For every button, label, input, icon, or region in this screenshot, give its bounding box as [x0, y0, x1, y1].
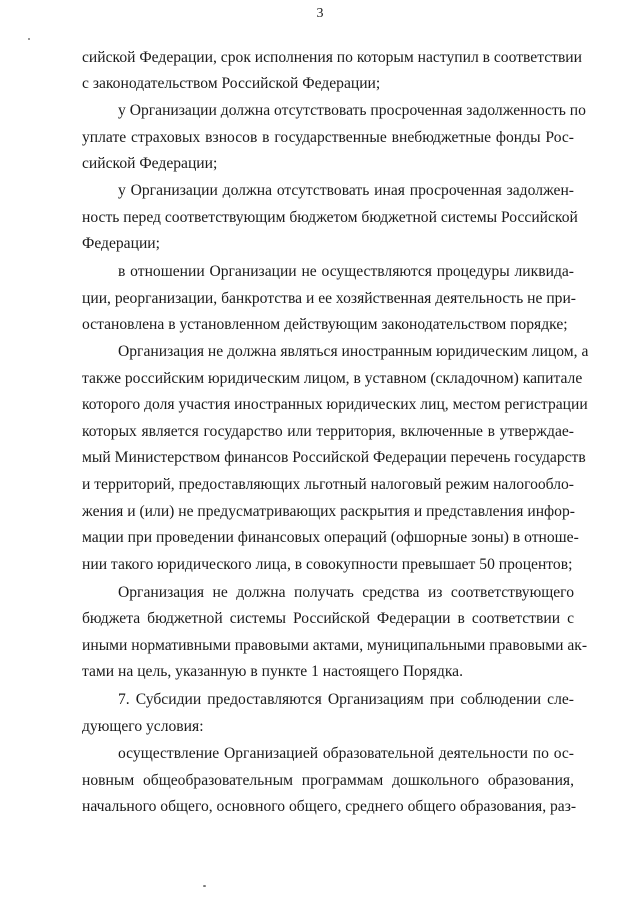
- text-line: тами на цель, указанную в пункте 1 настоящего Порядка.: [82, 663, 464, 680]
- text-line: в отношении Организации не осуществляются процедуры ликвида-: [118, 263, 574, 280]
- text-line: которых является государство или территория, включенные в утверждае-: [82, 423, 574, 440]
- text-line: и территорий, предоставляющих льготный налоговый режим налогообло-: [82, 476, 574, 493]
- text-line: 7. Субсидии предоставляются Организациям при соблюдении сле-: [118, 691, 574, 708]
- text-line: Организация не должна являться иностранным юридическим лицом, а: [118, 343, 589, 360]
- scan-speck: [203, 885, 206, 887]
- text-line: нии такого юридического лица, в совокупности превышает 50 процентов;: [82, 556, 573, 573]
- text-line: сийской Федерации;: [82, 155, 218, 172]
- text-line: также российским юридическим лицом, в уставном (складочном) капитале: [82, 370, 583, 387]
- text-line: новным общеобразовательным программам дошкольного образования,: [82, 772, 574, 789]
- text-line: мации при проведении финансовых операций (офшорные зоны) в отноше-: [82, 529, 579, 546]
- text-line: уплате страховых взносов в государственные внебюджетные фонды Рос-: [82, 129, 574, 146]
- text-line: бюджета бюджетной системы Российской Федерации в соответствии с: [82, 610, 574, 627]
- text-line: осуществление Организацией образовательной деятельности по ос-: [118, 745, 574, 762]
- text-line: Организация не должна получать средства из соответствующего: [118, 584, 574, 601]
- text-line: начального общего, основного общего, среднего общего образования, раз-: [82, 798, 577, 815]
- text-line: мый Министерством финансов Российской Федерации перечень государств: [82, 449, 586, 466]
- text-line: ции, реорганизации, банкротства и ее хозяйственная деятельность не при-: [82, 290, 576, 307]
- text-line: жения и (или) не предусматривающих раскрытия и представления инфор-: [82, 503, 575, 520]
- text-line: с законодательством Российской Федерации;: [82, 75, 381, 92]
- scan-speck: [28, 38, 30, 40]
- text-line: сийской Федерации, срок исполнения по которым наступил в соответствии: [82, 49, 582, 66]
- text-line: которого доля участия иностранных юридических лиц, местом регистрации: [82, 396, 588, 413]
- text-line: у Организации должна отсутствовать иная просроченная задолжен-: [118, 182, 574, 199]
- text-line: ность перед соответствующим бюджетом бюджетной системы Российской: [82, 209, 578, 226]
- text-line: остановлена в установленном действующим законодательством порядке;: [82, 316, 568, 333]
- page-number: 3: [316, 6, 324, 21]
- text-line: иными нормативными правовыми актами, муниципальными правовыми ак-: [82, 637, 588, 654]
- text-line: у Организации должна отсутствовать просроченная задолженность по: [118, 102, 586, 119]
- text-line: Федерации;: [82, 235, 160, 252]
- text-line: дующего условия:: [82, 718, 204, 735]
